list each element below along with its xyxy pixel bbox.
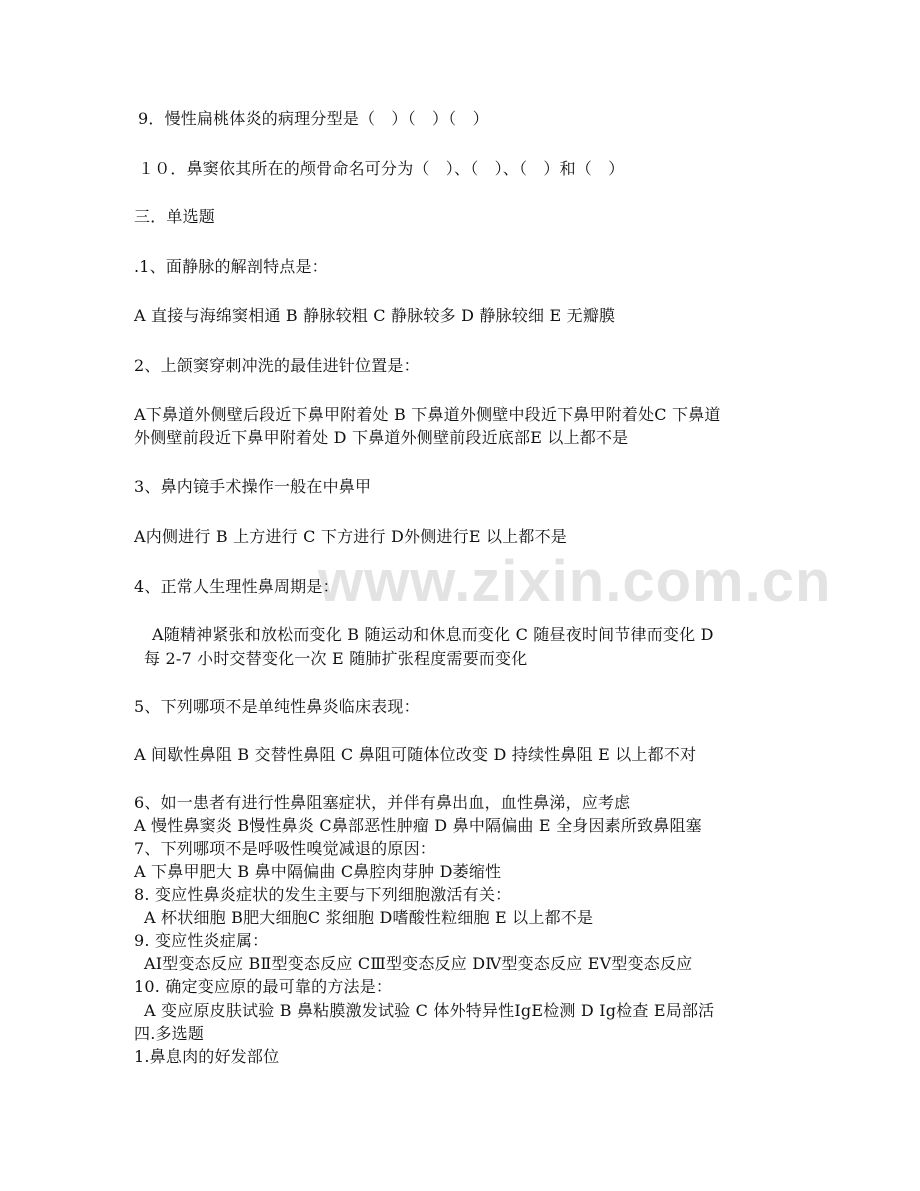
question-7-options: A 下鼻甲肥大 B 鼻中隔偏曲 C鼻腔肉芽肿 D萎缩性 <box>134 862 502 881</box>
question-5: 5、下列哪项不是单纯性鼻炎临床表现： <box>134 697 420 716</box>
fill-question-9: 9．慢性扁桃体炎的病理分型是（ ）（ ）（ ） <box>138 109 489 128</box>
multi-question-1: 1.鼻息肉的好发部位 <box>134 1047 280 1066</box>
question-1-options: A 直接与海绵窦相通 B 静脉较粗 C 静脉较多 D 静脉较细 E 无瓣膜 <box>134 306 616 325</box>
section-heading-single-choice: 三．单选题 <box>134 207 216 226</box>
question-6: 6、如一患者有进行性鼻阻塞症状，并伴有鼻出血，血性鼻涕，应考虑 <box>134 793 631 812</box>
question-2: 2、上颌窦穿刺冲洗的最佳进针位置是： <box>134 356 420 375</box>
question-2-options-line1: A下鼻道外侧壁后段近下鼻甲附着处 B 下鼻道外侧壁中段近下鼻甲附着处C 下鼻道 <box>134 405 721 424</box>
fill-question-10: １０．鼻窦依其所在的颅骨命名可分为（ ）、（ ）、（ ）和（ ） <box>138 159 625 178</box>
question-10: 10. 确定变应原的最可靠的方法是： <box>134 977 393 996</box>
question-5-options: A 间歇性鼻阻 B 交替性鼻阻 C 鼻阻可随体位改变 D 持续性鼻阻 E 以上都不对 <box>134 745 697 764</box>
section-heading-multiple-choice: 四.多选题 <box>134 1024 205 1043</box>
question-4-options-line2: 每 2-7 小时交替变化一次 E 随肺扩张程度需要而变化 <box>144 649 528 668</box>
question-2-options-line2: 外侧壁前段近下鼻甲附着处 D 下鼻道外侧壁前段近底部E 以上都不是 <box>134 428 629 447</box>
question-10-options: A 变应原皮肤试验 B 鼻粘膜激发试验 C 体外特异性IgE检测 D Ig检查 E局部活 <box>144 1001 715 1020</box>
question-1: .1、面静脉的解剖特点是： <box>134 257 328 276</box>
question-4: 4、正常人生理性鼻周期是： <box>134 577 339 596</box>
question-3-options: A内侧进行 B 上方进行 C 下方进行 D外侧进行E 以上都不是 <box>134 527 567 546</box>
question-9-options: AⅠ型变态反应 BⅡ型变态反应 CⅢ型变态反应 DⅣ型变态反应 EⅤ型变态反应 <box>144 954 693 973</box>
question-6-options: A 慢性鼻窦炎 B慢性鼻炎 C鼻部恶性肿瘤 D 鼻中隔偏曲 E 全身因素所致鼻阻塞 <box>134 816 702 835</box>
question-8: 8. 变应性鼻炎症状的发生主要与下列细胞激活有关： <box>134 885 512 904</box>
question-4-options-line1: A随精神紧张和放松而变化 B 随运动和休息而变化 C 随昼夜时间节律而变化 D <box>152 625 714 644</box>
question-9: 9. 变应性炎症属： <box>134 931 269 950</box>
question-3: 3、鼻内镜手术操作一般在中鼻甲 <box>134 477 372 496</box>
watermark: www.zixin.com.cn <box>318 549 832 614</box>
question-8-options: A 杯状细胞 B肥大细胞C 浆细胞 D嗜酸性粒细胞 E 以上都不是 <box>144 908 594 927</box>
question-7: 7、下列哪项不是呼吸性嗅觉减退的原因： <box>134 839 436 858</box>
